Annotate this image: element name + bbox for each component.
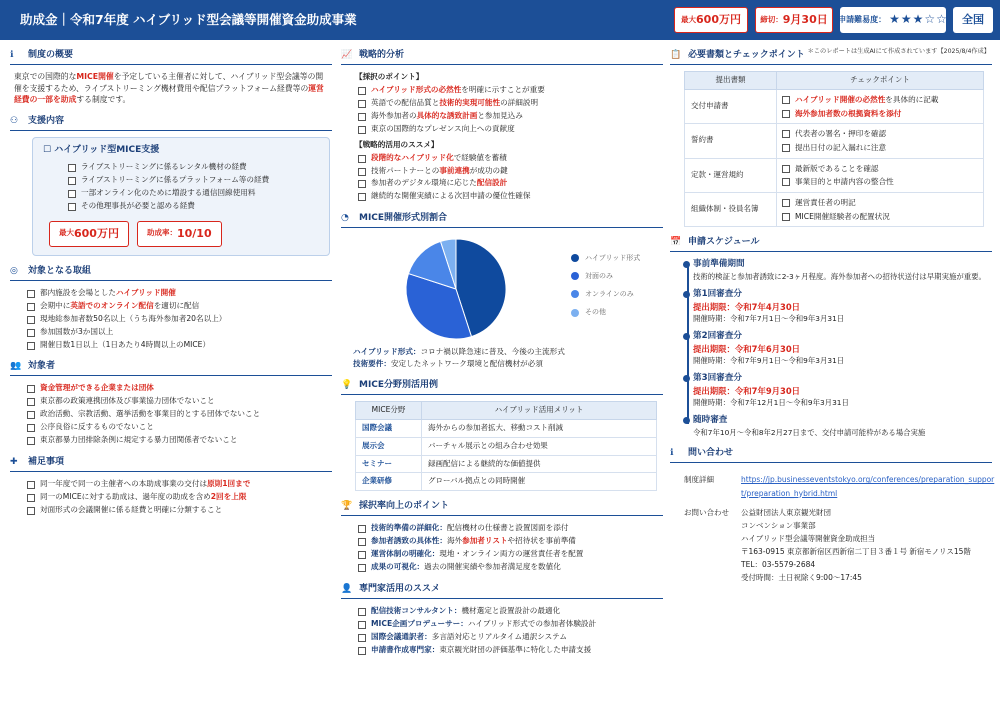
list-item: 同一年度で同一の主催者への本助成事業の交付は原則1回まで [40,478,332,491]
experts-list [341,605,663,657]
difficulty-badge: 申請難易度： ★★★☆☆ [840,7,946,33]
support-max-pill: 最大 600万円 [49,221,129,247]
table-header: ハイブリッド活用メリット [422,401,657,419]
header-bar [0,0,1000,40]
pie-chart [401,234,511,344]
left-column [10,40,332,517]
list-item: 一部オンライン化のために増設する通信回線使用料 [81,187,319,200]
table-row: 誓約書 代表者の署名・押印を確認 提出日付の記入漏れに注意 [685,124,984,158]
list-item: ライブストリーミングに係るレンタル機材の経費 [81,161,319,174]
section-eligible: 👥 対象者 [10,360,332,376]
section-strategy: 📈 戦略的分析 [341,49,663,65]
document-icon: 📋 [670,50,682,60]
timeline-event: 随時審査 令和7年10月～令和8年2月27日まで、交付申請可能枠がある場合実施 [693,414,992,438]
legend-label: 対面のみ [585,272,613,281]
timeline-event: 第3回審査分 提出期限：令和7年9月30日 開催時期：令和7年12月1日～令和9年3月31日 [693,372,992,408]
pie-legend [571,253,640,326]
trophy-icon: 🏆 [341,501,353,512]
legend-item [571,289,640,299]
details-link[interactable]: https://jp.businesseventstokyo.org/conferences/preparation_support/preparation_hybrid.html [741,475,995,498]
list-item: 技術的準備の詳細化：配信機材の仕様書と設置図面を添付 [371,522,663,535]
list-item: MICE開催経験者の配置状況 [795,210,977,224]
targets-list [10,287,332,352]
user-tie-icon: 👤 [341,583,353,594]
legend-label: オンラインのみ [585,290,634,299]
table-header: 提出書類 [685,72,777,90]
target-icon: ◎ [10,265,18,276]
legend-label: その他 [585,308,606,317]
list-item: 提出日付の記入漏れに注意 [795,141,977,155]
strategy-list-2 [341,152,663,204]
ai-note: ＊このレポートは生成AIにて作成されています【2025/8/4作成】 [807,48,990,55]
list-item: 参加国数が3か国以上 [40,326,332,339]
table-row: 国際会議 海外からの参加者拡大、移動コスト削減 [356,419,657,437]
legend-swatch [571,254,579,262]
improve-list [341,522,663,574]
list-item: 英語での配信品質と技術的実現可能性の詳細説明 [371,97,663,110]
table-header: チェックポイント [777,72,984,90]
list-item: 海外参加者の具体的な誘致計画と参加見込み [371,110,663,123]
legend-item [571,271,640,281]
legend-swatch [571,290,579,298]
eligible-list [10,382,332,447]
strategy-subtitle-2: 【戦略的活用のススメ】 [355,139,439,149]
section-docs: 📋 必要書類とチェックポイント [670,49,992,65]
list-item: 同一のMICEに対する助成は、過年度の助成を含め2回を上限 [40,491,332,504]
support-list [43,161,319,213]
table-row: 定款・運営規約 最新版であることを確認 事業目的と申請内容の整合性 [685,158,984,192]
pie-chart-icon: ◔ [341,213,349,224]
list-item: 申請書作成専門家：東京観光財団の評価基準に特化した申請支援 [371,644,663,657]
list-item: 運営責任者の明記 [795,196,977,210]
deadline-badge: 締切： 9月30日 [755,7,833,33]
section-usecases: 💡 MICE分野別活用例 [341,379,663,395]
list-item: 開催日数1日以上（1日あたり4時間以上のMICE） [40,339,332,352]
list-item: 技術パートナーとの事前連携が成功の鍵 [371,165,663,178]
section-targets: ◎ 対象となる取組 [10,265,332,281]
info-icon: ℹ [10,50,14,60]
users-icon: 👥 [10,361,22,372]
right-column [670,40,995,588]
list-item: 参加者誘致の具体性：海外参加者リストや招待状を事前準備 [371,535,663,548]
pie-chart-area [401,234,663,344]
section-improve: 🏆 採択率向上のポイント [341,500,663,516]
section-experts: 👤 専門家活用のススメ [341,583,663,599]
table-row: 交付申請書 ハイブリッド開催の必然性を具体的に記載 海外参加者数の根拠資料を添付 [685,89,984,123]
contact-table: 制度詳細 https://jp.businesseventstokyo.org/conferences/preparation_support/preparation_hybrid.html お問い合わせ 公益財団法人東京観光財団 コンベンション事業部 ハイブリッド型会議等開催資金助成担当 〒163-0915 東京都新宿区西新宿二丁目３番１号 新宿モノリス15階 TEL：03-5579-2684 受付時間：土日祝除く9:00～17:45 [684,475,995,583]
strategy-subtitle-1: 【採択のポイント】 [355,72,424,82]
list-item: 最新版であることを確認 [795,162,977,176]
table-header: MICE分野 [356,401,422,419]
list-item: 参加者のデジタル環境に応じた配信設計 [371,177,663,190]
list-item: ハイブリッド形式の必然性を明確に示すことが重要 [371,84,663,97]
list-item: その他理事長が必要と認める経費 [81,200,319,213]
list-item: 継続的な開催実績による次回申請の優位性確保 [371,190,663,203]
calendar-icon: 📅 [670,237,682,248]
section-overview: ℹ 制度の概要 [10,49,332,65]
strategy-list-1 [341,84,663,136]
list-item: 運営体制の明確化：現地・オンライン両方の運営責任者を配置 [371,548,663,561]
list-item: 東京の国際的なプレゼンス向上への貢献度 [371,123,663,136]
list-item: 段階的なハイブリッド化で経験値を蓄積 [371,152,663,165]
section-support: ⚇ 支援内容 [10,115,332,131]
plus-icon: ✚ [10,456,18,467]
checkbox-icon: ☐ [43,145,55,156]
difficulty-stars: ★★★☆☆ [889,12,948,27]
lightbulb-icon: 💡 [341,379,353,390]
notes-list [10,478,332,517]
support-rate-pill: 助成率： 10/10 [137,221,222,247]
page-title: 助成金｜令和7年度 ハイブリッド型会議等開催資金助成事業 [20,11,357,27]
list-item: 海外参加者数の根拠資料を添付 [795,107,977,121]
list-item: 東京都暴力団排除条例に規定する暴力団関係者でないこと [40,434,332,447]
max-amount-badge: 最大 600万円 [674,7,748,33]
chart-caption: ハイブリッド形式：コロナ禍以降急速に普及、今後の主流形式 技術要件：安定したネットワーク環境と配信機材が必須 [353,347,565,369]
list-item: 都内施設を会場としたハイブリッド開催 [40,287,332,300]
list-item: 政治活動、宗教活動、選挙活動を事業目的とする団体でないこと [40,408,332,421]
legend-swatch [571,272,579,280]
list-item: 代表者の署名・押印を確認 [795,127,977,141]
list-item: 配信技術コンサルタント：機材選定と設置設計の最適化 [371,605,663,618]
section-chart: ◔ MICE開催形式別割合 [341,212,663,228]
list-item: 現地総参加者数50名以上（うち海外参加者20名以上） [40,313,332,326]
list-item: 資金管理ができる企業または団体 [40,382,332,395]
legend-item [571,307,640,317]
timeline-event: 第1回審査分 提出期限：令和7年4月30日 開催時期：令和7年7月1日～令和9年3月31日 [693,288,992,324]
section-schedule: 📅 申請スケジュール [670,236,992,252]
table-row: 展示会 バーチャル展示との組み合わせ効果 [356,437,657,455]
list-item: ライブストリーミングに係るプラットフォーム等の経費 [81,174,319,187]
info-icon: ℹ [670,448,674,459]
timeline-line [687,262,689,424]
list-item: MICE企画プロデューサー：ハイブリッド形式での参加者体験設計 [371,618,663,631]
docs-table [684,71,984,227]
legend-swatch [571,309,579,317]
handshake-icon: ⚇ [10,116,19,127]
list-item: 会期中に英語でのオンライン配信を適切に配信 [40,300,332,313]
section-contact: ℹ 問い合わせ [670,447,992,463]
list-item: 成果の可視化：過去の開催実績や参加者満足度を数値化 [371,561,663,574]
middle-column [341,40,663,657]
chart-line-icon: 📈 [341,50,353,60]
scope-badge: 全国 [953,7,993,33]
schedule-timeline [683,258,992,438]
section-notes: ✚ 補足事項 [10,456,332,472]
usecase-table [355,401,657,491]
table-row: セミナー 録画配信による継続的な価値提供 [356,455,657,473]
list-item: 対面形式の会議開催に係る経費と明確に分類すること [40,504,332,517]
list-item: ハイブリッド開催の必然性を具体的に記載 [795,93,977,107]
legend-label: ハイブリッド形式 [585,254,641,263]
table-row: 組織体制・役員名簿 運営責任者の明記 MICE開催経験者の配置状況 [685,192,984,226]
timeline-event: 第2回審査分 提出期限：令和7年6月30日 開催時期：令和7年9月1日～令和9年3月31日 [693,330,992,366]
support-card-title: ☐ ハイブリッド型MICE支援 [43,145,160,156]
legend-item [571,253,640,263]
timeline-event: 事前準備期間 技術的検証と参加者誘致に2-3ヶ月程度。海外参加者への招待状送付は早期実施が重要。 [693,258,992,282]
list-item: 公序良俗に反するものでないこと [40,421,332,434]
support-card [32,137,330,256]
list-item: 国際会議通訳者：多言語対応とリアルタイム通訳システム [371,631,663,644]
list-item: 東京都の政策連携団体及び事業協力団体でないこと [40,395,332,408]
list-item: 事業目的と申請内容の整合性 [795,175,977,189]
table-row: 企業研修 グローバル拠点との同時開催 [356,473,657,491]
overview-text: 東京での国際的なMICE開催を予定している主催者に対して、ハイブリッド型会議等の開催を支援するため、ライブストリーミング機材費用や配信プラットフォーム経費等の運営経費の一部を助成する制度です。 [14,72,324,105]
